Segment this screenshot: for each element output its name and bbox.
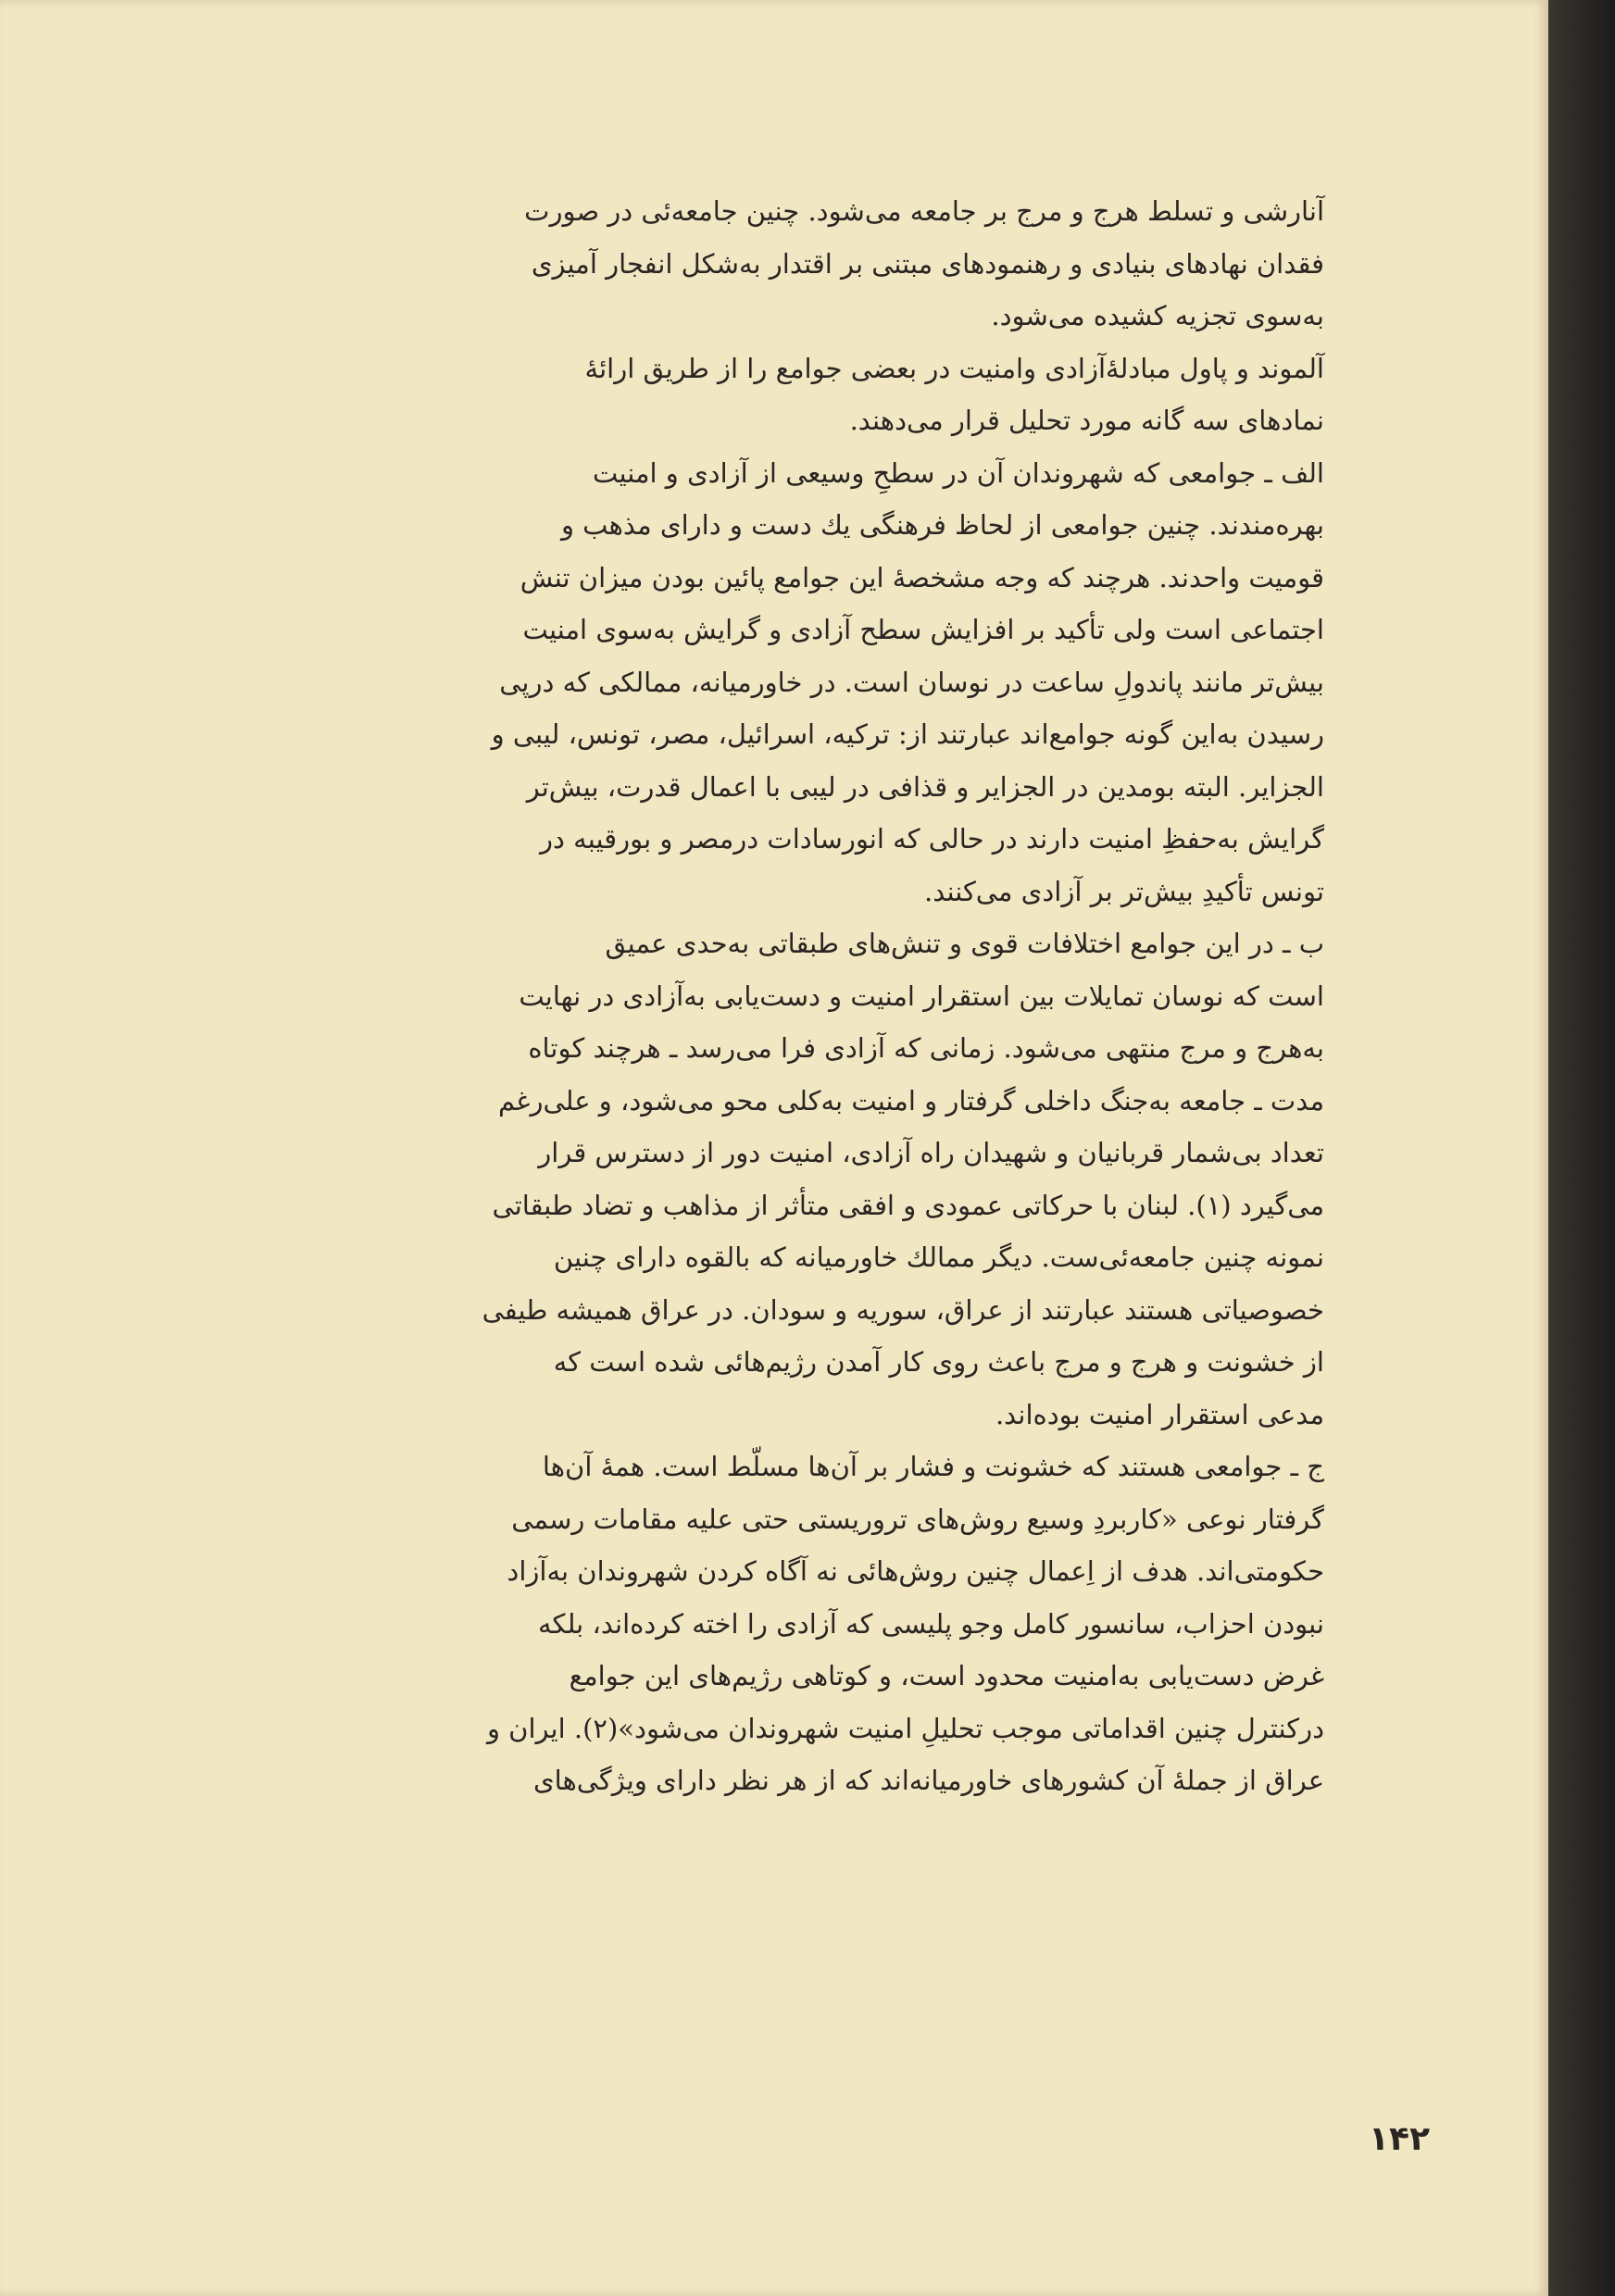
- text-line: به‌سوی تجزیه کشیده می‌شود.: [991, 300, 1324, 331]
- text-line: درکنترل چنین اقداماتی موجب تحلیلِ امنیت شهروندان می‌شود»(۲). ایران و: [486, 1712, 1324, 1744]
- paragraph-jim: [185, 1441, 1324, 1807]
- text-line: اجتماعی است ولی تأکید بر افزایش سطح آزادی و گرایش به‌سوی امنیت: [522, 614, 1324, 645]
- text-line: نمونه چنین جامعه‌ئی‌ست. دیگر ممالك خاورمیانه که بالقوه دارای چنین: [553, 1242, 1324, 1273]
- paragraph-almond-powell: [185, 343, 1324, 447]
- text-line: ب ـ در این جوامع اختلافات قوی و تنش‌های طبقاتی به‌حدی عمیق: [605, 928, 1324, 959]
- text-line: گرفتار نوعی «کاربردِ وسیع روش‌های تروریستی حتی علیه مقامات رسمی: [511, 1503, 1324, 1535]
- text-line: الجزایر. البته بومدین در الجزایر و قذافی در لیبی با اعمال قدرت، بیش‌تر: [526, 770, 1324, 803]
- text-line: قومیت واحدند. هرچند که وجه مشخصهٔ این جوامع پائین بودن میزان تنش: [520, 561, 1324, 593]
- text-line: غرض دست‌یابی به‌امنیت محدود است، و کوتاهی رژیم‌های این جوامع: [569, 1660, 1324, 1691]
- text-line: نبودن احزاب، سانسور کامل وجو پلیسی که آزادی را اخته کرده‌اند، بلکه: [538, 1607, 1324, 1640]
- paragraph-alef: [185, 447, 1324, 918]
- text-line: مدت ـ جامعه به‌جنگ داخلی گرفتار و امنیت به‌کلی محو می‌شود، و علی‌رغم: [497, 1084, 1324, 1117]
- text-line: ج ـ جوامعی هستند که خشونت و فشار بر آن‌ها مسلّط است. همهٔ آن‌ها: [542, 1451, 1324, 1482]
- text-line: عراق از جملهٔ آن کشورهای خاورمیانه‌اند که از هر نظر دارای ویژگی‌های: [532, 1765, 1324, 1796]
- text-line: بهره‌مندند. چنین جوامعی از لحاظ فرهنگی یك دست و دارای مذهب و: [560, 509, 1324, 541]
- page-body-text: [185, 185, 1324, 1807]
- scan-edge-shadow: [1548, 0, 1615, 2296]
- text-line: حکومتی‌اند. هدف از اِعمال چنین روش‌هائی نه آگاه کردن شهروندان به‌آزاد: [507, 1555, 1324, 1587]
- text-line: الف ـ جوامعی که شهروندان آن در سطحِ وسیعی از آزادی و امنیت: [592, 456, 1324, 489]
- text-line: تونس تأکیدِ بیش‌تر بر آزادی می‌کنند.: [924, 875, 1324, 907]
- text-line: بیش‌تر مانند پاندولِ ساعت در نوسان است. در خاورمیانه، ممالکی که درپی: [499, 666, 1324, 698]
- page-number: ۱۴۲: [1369, 2120, 1430, 2158]
- paragraph-intro: [185, 185, 1324, 343]
- paragraph-be: [185, 917, 1324, 1441]
- text-line: است که نوسان تمایلات بین استقرار امنیت و دست‌یابی به‌آزادی در نهایت: [519, 980, 1324, 1012]
- text-line: به‌هرج و مرج منتهی می‌شود. زمانی که آزادی فرا می‌رسد ـ هرچند کوتاه: [528, 1032, 1324, 1064]
- text-line: فقدان نهادهای بنیادی و رهنمودهای مبتنی بر اقتدار به‌شکل انفجار آمیزی: [531, 247, 1324, 280]
- text-line: آلموند و پاول مبادلهٔ‌آزادی وامنیت در بعضی جوامع را از طریق ارائهٔ: [584, 352, 1324, 384]
- text-line: مدعی استقرار امنیت بوده‌اند.: [995, 1398, 1324, 1430]
- text-line: از خشونت و هرج و مرج باعث روی کار آمدن رژیم‌هائی شده است که: [553, 1346, 1324, 1378]
- text-line: آنارشی و تسلط هرج و مرج بر جامعه می‌شود. چنین جامعه‌ئی در صورت: [524, 195, 1324, 227]
- text-line: گرایش به‌حفظِ امنیت دارند در حالی که انورسادات درمصر و بورقیبه در: [540, 823, 1324, 855]
- text-line: رسیدن به‌این گونه جوامع‌اند عبارتند از: ترکیه، اسرائیل، مصر، تونس، لیبی و: [491, 718, 1324, 750]
- text-line: خصوصیاتی هستند عبارتند از عراق، سوریه و سودان. در عراق همیشه طیفی: [482, 1293, 1324, 1326]
- text-line: می‌گیرد (۱). لبنان با حرکاتی عمودی و افقی متأثر از مذاهب و تضاد طبقاتی: [492, 1189, 1324, 1221]
- text-line: نمادهای سه گانه مورد تحلیل قرار می‌دهند.: [849, 405, 1324, 436]
- text-line: تعداد بی‌شمار قربانیان و شهیدان راه آزادی، امنیت دور از دسترس قرار: [538, 1137, 1324, 1168]
